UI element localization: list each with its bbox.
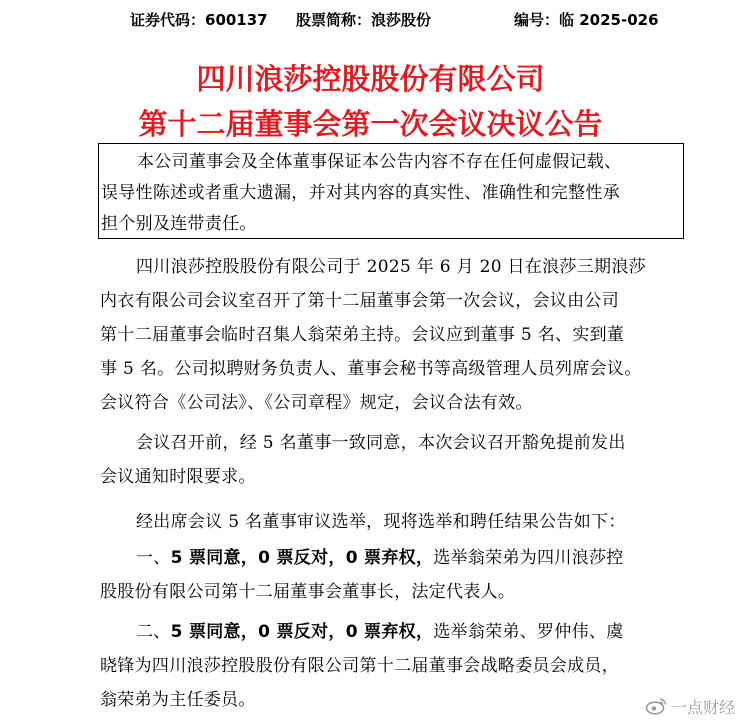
watermark — [645, 694, 735, 718]
paragraph-line: 四川浪莎控股股份有限公司于 2025 年 6 月 20 日在浪莎三期浪莎 — [136, 257, 646, 277]
announcement-title: 第十二届董事会第一次会议决议公告 — [138, 107, 603, 141]
disclaimer-box — [98, 143, 684, 239]
disclaimer-line: 本公司董事会及全体董事保证本公告内容不存在任何虚假记载、 — [137, 152, 622, 172]
disclaimer-line: 误导性陈述或者重大遗漏，并对其内容的真实性、准确性和完整性承 — [101, 183, 620, 203]
meeting-overview-paragraph — [100, 250, 700, 420]
paragraph-line: 翁荣弟为主任委员。 — [100, 690, 256, 710]
stock-code: 证券代码：600137 — [130, 11, 268, 29]
paragraph-line: 经出席会议 5 名董事审议选举，现将选举和聘任结果公告如下： — [136, 512, 626, 532]
paragraph-line: 第十二届董事会临时召集人翁荣弟主持。会议应到董事 5 名、实到董 — [100, 325, 625, 345]
resolution-item-2 — [100, 615, 700, 717]
watermark-text: 一点财经 — [670, 697, 735, 717]
item-number: 二、 — [136, 622, 171, 642]
weibo-logo-icon — [645, 697, 667, 715]
document-header — [0, 8, 741, 32]
resolution-text: 选举翁荣弟为四川浪莎控 — [433, 548, 624, 568]
vote-result: 5 票同意，0 票反对，0 票弃权， — [170, 622, 434, 642]
paragraph-line: 股股份有限公司第十二届董事会董事长，法定代表人。 — [100, 582, 516, 602]
document-number: 编号：临 2025-026 — [514, 11, 659, 29]
paragraph-line: 会议符合《公司法》、《公司章程》规定，会议合法有效。 — [100, 393, 533, 413]
resolution-item-1 — [100, 541, 700, 609]
paragraph-line: 会议召开前，经 5 名董事一致同意，本次会议召开豁免提前发出 — [136, 433, 626, 453]
paragraph-line: 晓锋为四川浪莎控股股份有限公司第十二届董事会战略委员会成员， — [100, 656, 619, 676]
paragraph-line: 内衣有限公司会议室召开了第十二届董事会第一次会议，会议由公司 — [100, 291, 619, 311]
election-intro-paragraph — [100, 505, 700, 539]
paragraph-line — [100, 615, 700, 649]
stock-abbreviation: 股票简称：浪莎股份 — [296, 11, 432, 29]
paragraph-line — [100, 541, 700, 575]
paragraph-line: 会议通知时限要求。 — [100, 467, 256, 487]
notice-waiver-paragraph — [100, 426, 700, 494]
vote-result: 5 票同意，0 票反对，0 票弃权， — [170, 548, 434, 568]
company-title: 四川浪莎控股股份有限公司 — [196, 62, 545, 96]
disclaimer-line: 担个别及连带责任。 — [101, 214, 257, 234]
paragraph-line: 事 5 名。公司拟聘财务负责人、董事会秘书等高级管理人员列席会议。 — [100, 359, 642, 379]
item-number: 一、 — [136, 548, 171, 568]
resolution-text: 选举翁荣弟、罗仲伟、虞 — [433, 622, 624, 642]
